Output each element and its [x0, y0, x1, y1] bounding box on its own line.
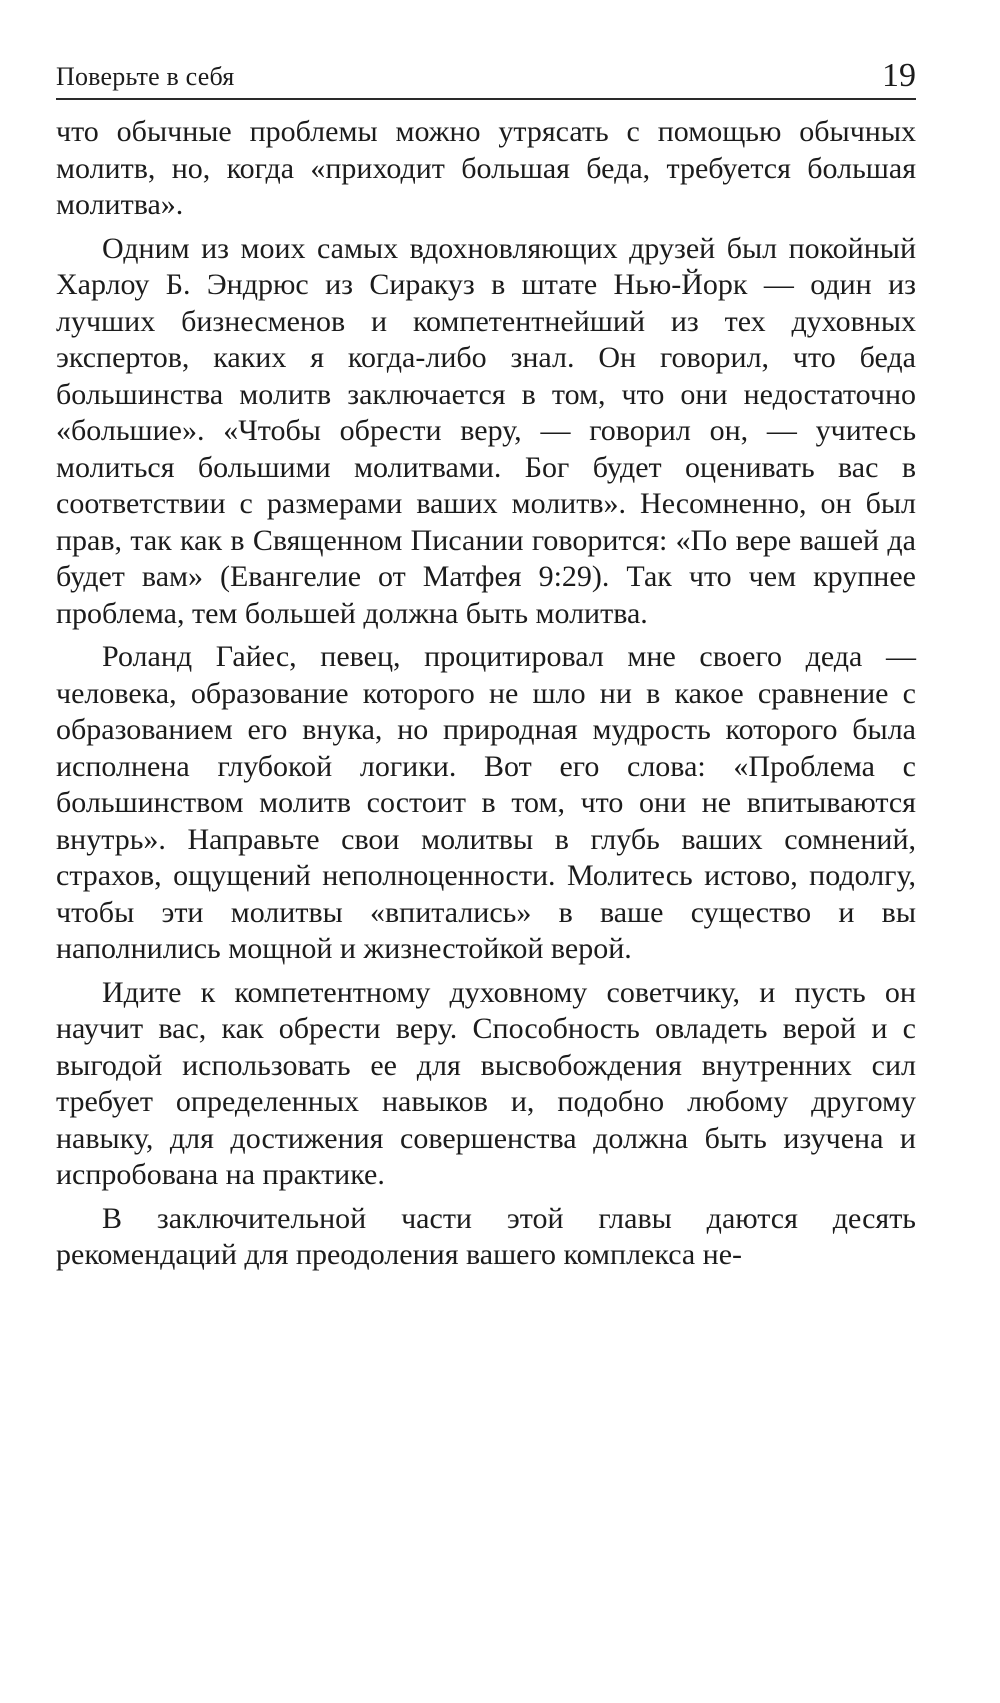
body-text	[56, 114, 916, 1281]
paragraph-continuation: что обычные проблемы можно утрясать с помощью обычных молитв, но, когда «приходит большая беда, требуется большая молитва».	[56, 115, 916, 221]
paragraph-counselor: Идите к компетентному духовному советчику, и пусть он научит вас, как обрести веру. Способность овладеть верой и с выгодой использовать ее для высвобождения внутренних сил требует определенных навыков и, подобно любому другому навыку, для достижения совершенства должна быть изучена и испробована на практике.	[56, 975, 916, 1191]
paragraph-andrews: Одним из моих самых вдохновляющих друзей был покойный Харлоу Б. Эндрюс из Сиракуз в штате Нью-Йорк — один из лучших бизнесменов и компетентнейший из тех духовных экспертов, каких я когда-либо знал. Он говорил, что беда большинства молитв заключается в том, что они недостаточно «большие». «Чтобы обрести веру, — говорил он, — учитесь молиться большими молитвами. Бог будет оценивать вас в соответствии с размерами ваших молитв». Несомненно, он был прав, так как в Священном Писании говорится: «По вере вашей да будет вам» (Евангелие от Матфея 9:29). Так что чем крупнее проблема, тем большей должна быть молитва.	[56, 231, 916, 630]
paragraph-recommendations: В заключительной части этой главы даются десять рекомендаций для преодоления вашего комплекса не-	[56, 1201, 916, 1271]
paragraph-hayes: Роланд Гайес, певец, процитировал мне своего деда — человека, образование которого не шло ни в какое сравнение с образованием его внука, но природная мудрость которого была исполнена глубокой логики. Вот его слова: «Проблема с большинством молитв состоит в том, что они не впитываются внутрь». Направьте свои молитвы в глубь ваших сомнений, страхов, ощущений неполноценности. Молитесь истово, подолгу, чтобы эти молитвы «впитались» в ваше существо и вы наполнились мощной и жизнестойкой верой.	[56, 640, 916, 965]
page-number: 19	[882, 57, 916, 94]
running-header	[56, 52, 916, 100]
running-header-title: Поверьте в себя	[56, 62, 235, 91]
